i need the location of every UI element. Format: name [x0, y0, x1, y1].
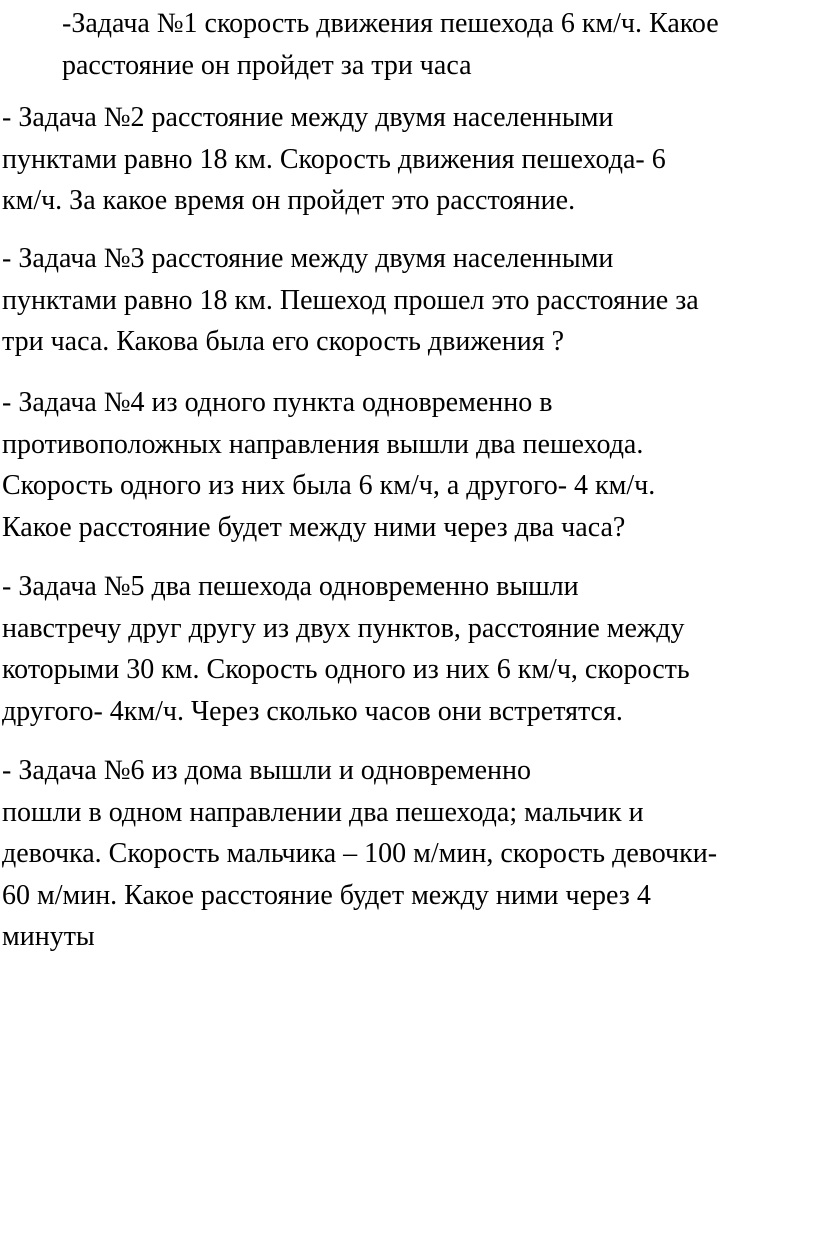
- task-5-paragraph: - Задача №5 два пешехода одновременно вышли навстречу друг другу из двух пунктов, расстояние между которыми 30 км. Скорость одного из них 6 км/ч, скорость другого- 4км/ч. Через сколько часов они встретятся.: [2, 571, 690, 727]
- task-6-paragraph: - Задача №6 из дома вышли и одновременно пошли в одном направлении два пешехода; мальчик и девочка. Скорость мальчика – 100 м/мин, скорость девочки- 60 м/мин. Какое расстояние будет между ними через 4 минуты: [2, 755, 718, 952]
- task-2-paragraph: - Задача №2 расстояние между двумя населенными пунктами равно 18 км. Скорость движения пешехода- 6 км/ч. За какое время он пройдет это расстояние.: [2, 102, 666, 216]
- task-1-paragraph: -Задача №1 скорость движения пешехода 6 км/ч. Какое расстояние он пройдет за три часа: [62, 8, 719, 81]
- task-3-paragraph: - Задача №3 расстояние между двумя населенными пунктами равно 18 км. Пешеход прошел это расстояние за три часа. Какова была его скорость движения ?: [2, 243, 699, 357]
- task-4-paragraph: - Задача №4 из одного пункта одновременно в противоположных направления вышли два пешехода. Скорость одного из них была 6 км/ч, а другого- 4 км/ч. Какое расстояние будет между ними через два часа?: [2, 387, 656, 543]
